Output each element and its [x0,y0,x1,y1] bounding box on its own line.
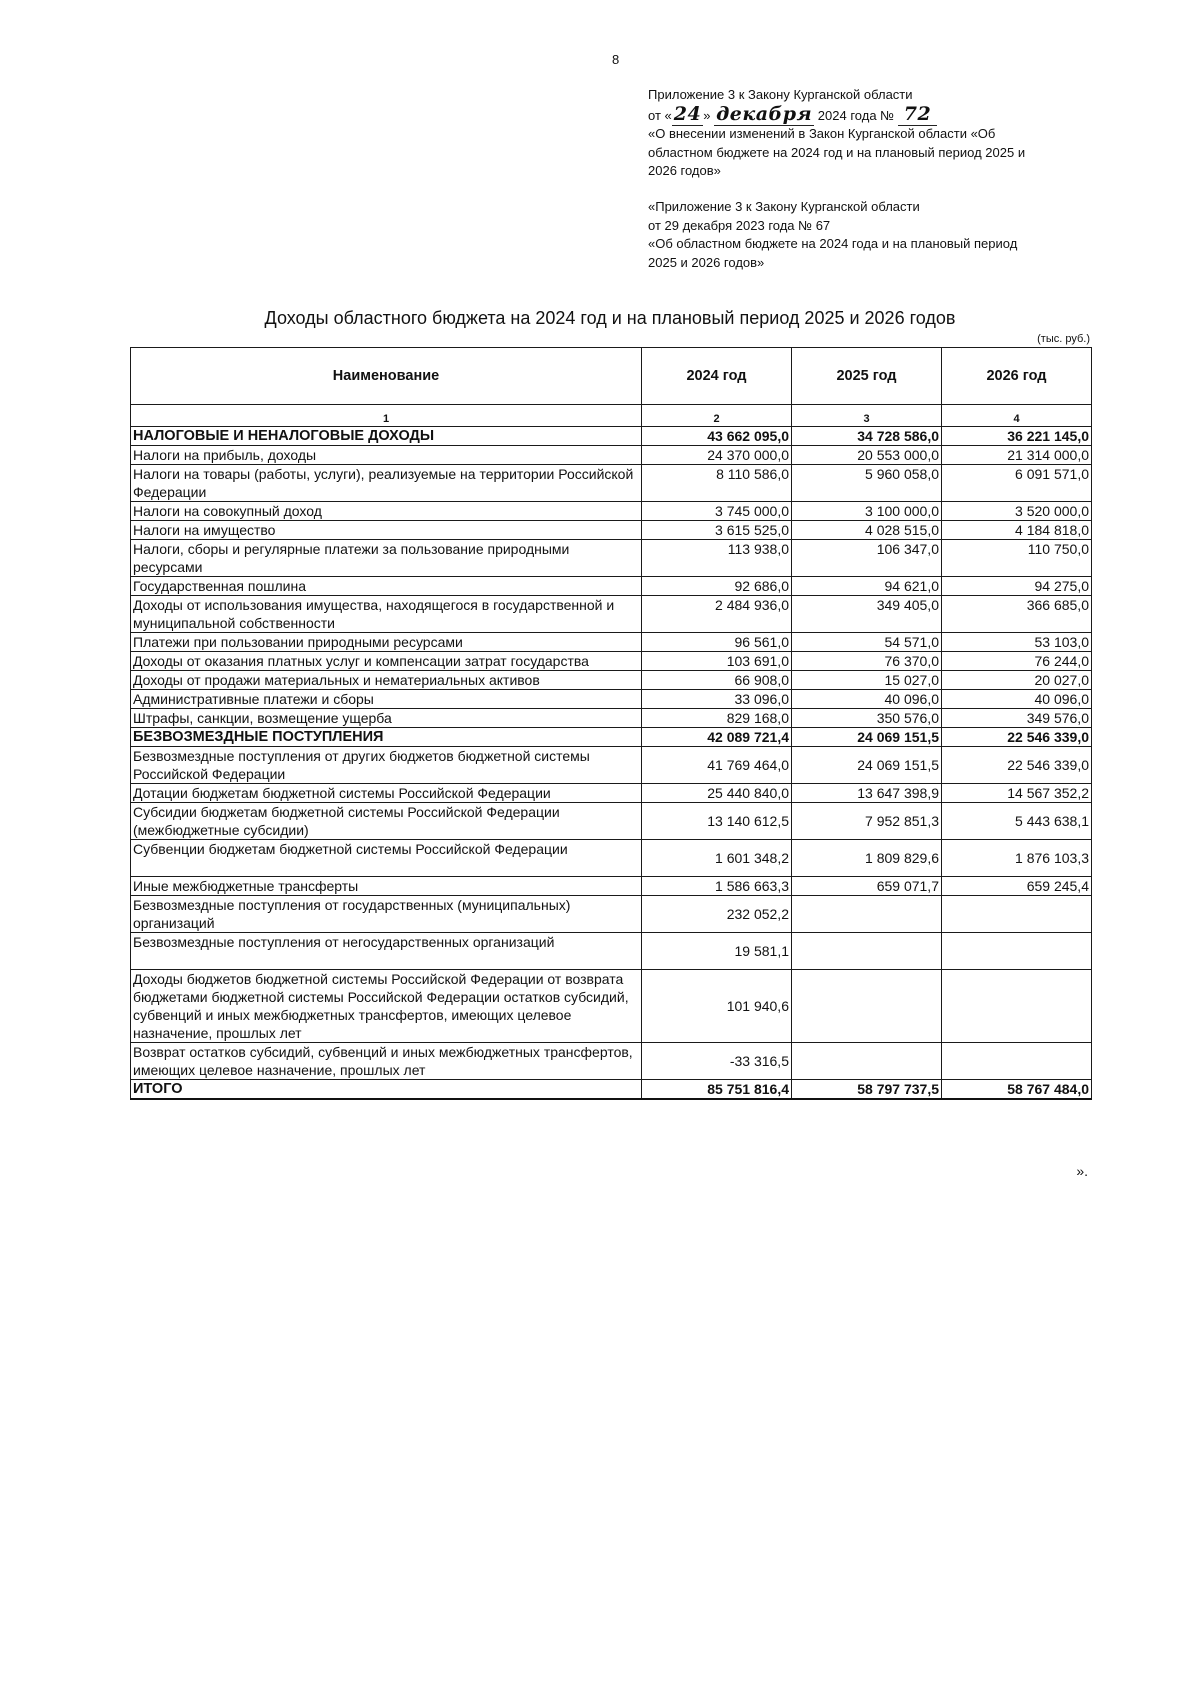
row-2025-cell: 54 571,0 [792,633,942,652]
row-2026-cell: 22 546 339,0 [942,728,1092,747]
appendix-original-line1: «Приложение 3 к Закону Курганской области [648,199,920,214]
row-2025-cell: 58 797 737,5 [792,1080,942,1100]
column-number: 2 [642,405,792,427]
row-2026-cell: 110 750,0 [942,540,1092,577]
table-row [131,1080,1092,1100]
row-name-cell: Доходы от продажи материальных и нематериальных активов [131,671,642,690]
table-row [131,577,1092,596]
row-2026-cell: 14 567 352,2 [942,784,1092,803]
handwritten-law-number: 72 [898,103,937,126]
row-2024-cell: 96 561,0 [642,633,792,652]
row-2025-cell: 20 553 000,0 [792,446,942,465]
table-row [131,896,1092,933]
column-number-row [131,405,1092,427]
row-name-cell: Платежи при пользовании природными ресурсами [131,633,642,652]
column-number: 3 [792,405,942,427]
appendix-current-line4: областном бюджете на 2024 год и на плановый период 2025 и [648,144,1026,160]
column-number: 1 [131,405,642,427]
table-row [131,652,1092,671]
table-row [131,970,1092,1043]
row-2026-cell: 5 443 638,1 [942,803,1092,840]
row-name-cell: БЕЗВОЗМЕЗДНЫЕ ПОСТУПЛЕНИЯ [131,728,642,747]
row-name-cell: НАЛОГОВЫЕ И НЕНАЛОГОВЫЕ ДОХОДЫ [131,427,642,446]
row-2026-cell: 36 221 145,0 [942,427,1092,446]
row-2026-cell: 21 314 000,0 [942,446,1092,465]
closing-quote: ». [1076,1163,1088,1179]
date-quote-close: » [703,107,711,123]
row-2025-cell: 349 405,0 [792,596,942,633]
budget-table [130,347,1092,1100]
row-2026-cell: 1 876 103,3 [942,840,1092,877]
row-name-cell: Доходы от оказания платных услуг и компенсации затрат государства [131,652,642,671]
row-name-cell: Безвозмездные поступления от других бюджетов бюджетной системы Российской Федерации [131,747,642,784]
row-name-cell: Иные межбюджетные трансферты [131,877,642,896]
row-2026-cell [942,1043,1092,1080]
row-2026-cell: 349 576,0 [942,709,1092,728]
row-2024-cell: 3 745 000,0 [642,502,792,521]
row-2026-cell: 3 520 000,0 [942,502,1092,521]
row-2026-cell: 53 103,0 [942,633,1092,652]
row-name-cell: Налоги на прибыль, доходы [131,446,642,465]
header-name: Наименование [131,348,642,405]
row-name-cell: ИТОГО [131,1080,642,1100]
row-2025-cell [792,1043,942,1080]
table-row [131,1043,1092,1080]
row-2024-cell: 101 940,6 [642,970,792,1043]
row-2024-cell: 66 908,0 [642,671,792,690]
row-2024-cell: 8 110 586,0 [642,465,792,502]
table-row [131,803,1092,840]
row-name-cell: Налоги на товары (работы, услуги), реализуемые на территории Российской Федерации [131,465,642,502]
table-row [131,633,1092,652]
row-2025-cell [792,896,942,933]
row-2026-cell: 20 027,0 [942,671,1092,690]
row-2026-cell: 6 091 571,0 [942,465,1092,502]
row-name-cell: Доходы от использования имущества, находящегося в государственной и муниципальной собственности [131,596,642,633]
row-name-cell: Административные платежи и сборы [131,690,642,709]
table-row [131,933,1092,970]
row-2024-cell: 13 140 612,5 [642,803,792,840]
row-2025-cell: 34 728 586,0 [792,427,942,446]
row-2026-cell: 366 685,0 [942,596,1092,633]
row-2026-cell: 94 275,0 [942,577,1092,596]
row-2024-cell: 24 370 000,0 [642,446,792,465]
row-name-cell: Безвозмездные поступления от государственных (муниципальных) организаций [131,896,642,933]
row-2026-cell: 22 546 339,0 [942,747,1092,784]
row-2025-cell: 15 027,0 [792,671,942,690]
appendix-original-line3: «Об областном бюджете на 2024 года и на плановый период [648,236,1018,252]
appendix-current-heading [648,86,1088,181]
table-row [131,784,1092,803]
table-row [131,690,1092,709]
table-row [131,502,1092,521]
appendix-current-date-line [648,102,1088,126]
row-name-cell: Налоги на имущество [131,521,642,540]
row-2025-cell: 40 096,0 [792,690,942,709]
appendix-original-heading [648,198,1088,272]
table-row [131,671,1092,690]
row-2025-cell: 5 960 058,0 [792,465,942,502]
table-header-row [131,348,1092,405]
row-2024-cell: 232 052,2 [642,896,792,933]
row-name-cell: Государственная пошлина [131,577,642,596]
row-2025-cell: 4 028 515,0 [792,521,942,540]
row-2024-cell: 2 484 936,0 [642,596,792,633]
row-name-cell: Доходы бюджетов бюджетной системы Российской Федерации от возврата бюджетами бюджетной системы Российской Федерации остатков субсидий, субвенций и иных межбюджетных трансфертов, имеющих целевое назначение, прошлых лет [131,970,642,1043]
row-2024-cell: 19 581,1 [642,933,792,970]
row-2024-cell: 43 662 095,0 [642,427,792,446]
row-name-cell: Субвенции бюджетам бюджетной системы Российской Федерации [131,840,642,877]
table-row [131,465,1092,502]
table-row [131,446,1092,465]
header-2024: 2024 год [642,348,792,405]
units-label: (тыс. руб.) [1037,333,1090,345]
table-row [131,427,1092,446]
row-2026-cell [942,933,1092,970]
row-2025-cell: 13 647 398,9 [792,784,942,803]
appendix-current-line5: 2026 годов» [648,163,721,179]
row-2024-cell: 41 769 464,0 [642,747,792,784]
row-2025-cell: 3 100 000,0 [792,502,942,521]
row-2026-cell: 76 244,0 [942,652,1092,671]
handwritten-day: 24 [673,102,702,125]
row-2024-cell: 25 440 840,0 [642,784,792,803]
page-number: 8 [612,52,620,67]
row-2024-cell: 1 601 348,2 [642,840,792,877]
header-2026: 2026 год [942,348,1092,405]
row-2026-cell: 4 184 818,0 [942,521,1092,540]
appendix-original-line4: 2025 и 2026 годов» [648,254,765,270]
table-row [131,540,1092,577]
appendix-current-line3: «О внесении изменений в Закон Курганской области «Об [648,126,996,142]
row-2024-cell: 33 096,0 [642,690,792,709]
row-2025-cell: 1 809 829,6 [792,840,942,877]
table-row [131,596,1092,633]
row-2025-cell [792,970,942,1043]
table-row [131,521,1092,540]
date-prefix: от « [648,107,672,123]
row-2024-cell: 113 938,0 [642,540,792,577]
row-2026-cell [942,970,1092,1043]
table-row [131,747,1092,784]
row-2024-cell: -33 316,5 [642,1043,792,1080]
row-2024-cell: 85 751 816,4 [642,1080,792,1100]
row-2025-cell [792,933,942,970]
appendix-current-line1: Приложение 3 к Закону Курганской области [648,87,913,102]
header-2025: 2025 год [792,348,942,405]
row-2025-cell: 659 071,7 [792,877,942,896]
row-name-cell: Налоги на совокупный доход [131,502,642,521]
row-2026-cell: 40 096,0 [942,690,1092,709]
row-2025-cell: 24 069 151,5 [792,747,942,784]
table-row [131,709,1092,728]
row-2026-cell: 659 245,4 [942,877,1092,896]
row-2026-cell: 58 767 484,0 [942,1080,1092,1100]
column-number: 4 [942,405,1092,427]
row-2025-cell: 106 347,0 [792,540,942,577]
row-2025-cell: 24 069 151,5 [792,728,942,747]
table-row [131,728,1092,747]
row-name-cell: Субсидии бюджетам бюджетной системы Российской Федерации (межбюджетные субсидии) [131,803,642,840]
row-name-cell: Налоги, сборы и регулярные платежи за пользование природными ресурсами [131,540,642,577]
row-2025-cell: 350 576,0 [792,709,942,728]
row-2024-cell: 1 586 663,3 [642,877,792,896]
row-name-cell: Штрафы, санкции, возмещение ущерба [131,709,642,728]
date-year-text: 2024 года № [817,107,895,123]
table-row [131,840,1092,877]
row-2025-cell: 7 952 851,3 [792,803,942,840]
row-2025-cell: 94 621,0 [792,577,942,596]
row-name-cell: Безвозмездные поступления от негосударственных организаций [131,933,642,970]
appendix-original-line2: от 29 декабря 2023 года № 67 [648,217,831,233]
row-name-cell: Дотации бюджетам бюджетной системы Российской Федерации [131,784,642,803]
handwritten-month: декабря [716,102,813,125]
document-title: Доходы областного бюджета на 2024 год и на плановый период 2025 и 2026 годов [264,308,956,328]
table-row [131,877,1092,896]
row-2024-cell: 3 615 525,0 [642,521,792,540]
row-2024-cell: 92 686,0 [642,577,792,596]
row-2025-cell: 76 370,0 [792,652,942,671]
row-name-cell: Возврат остатков субсидий, субвенций и иных межбюджетных трансфертов, имеющих целевое назначение, прошлых лет [131,1043,642,1080]
row-2024-cell: 42 089 721,4 [642,728,792,747]
row-2024-cell: 103 691,0 [642,652,792,671]
row-2024-cell: 829 168,0 [642,709,792,728]
row-2026-cell [942,896,1092,933]
